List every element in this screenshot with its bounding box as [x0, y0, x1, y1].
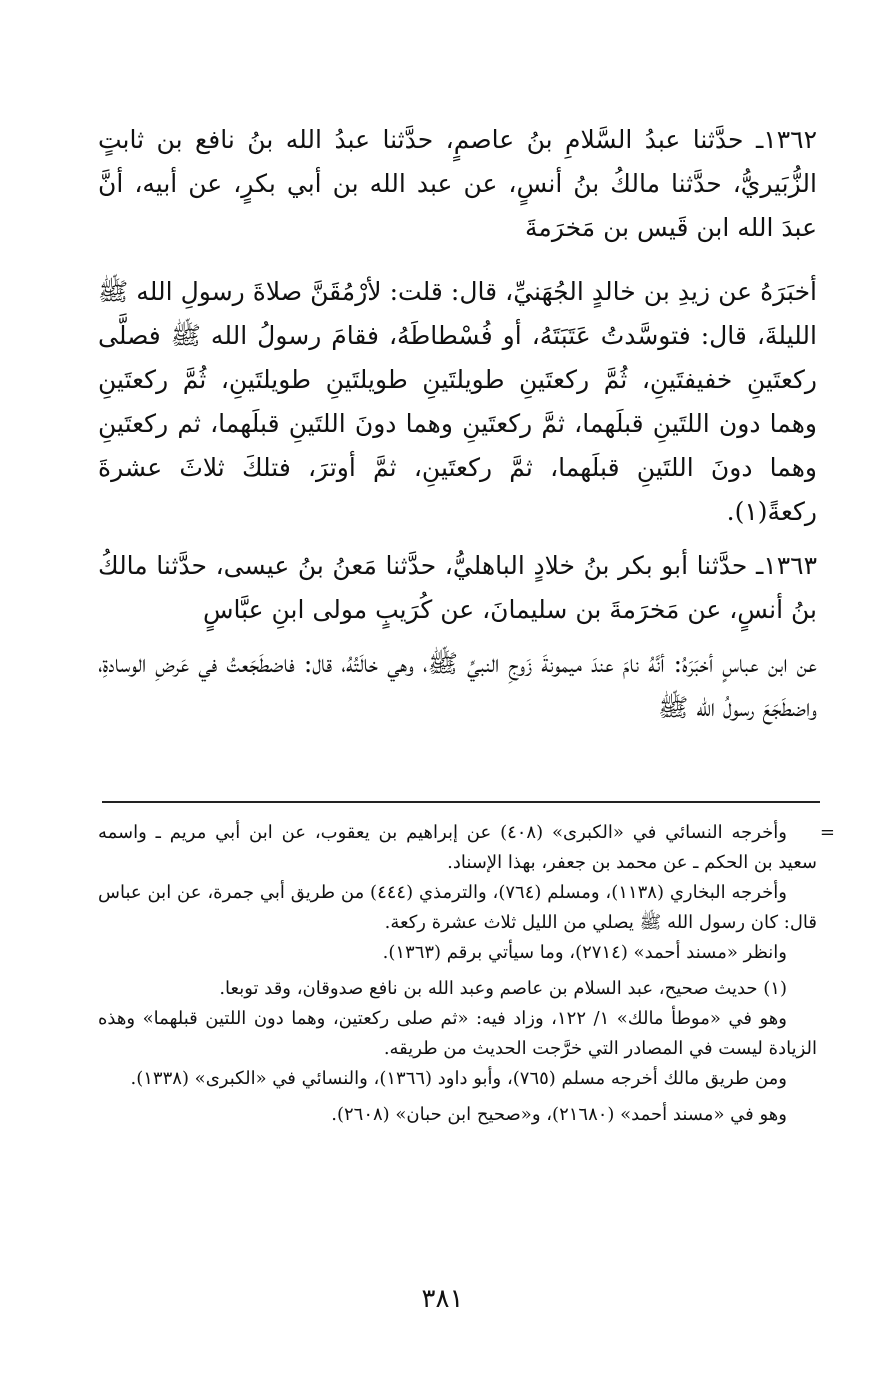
footnote-paragraph: وهو في «موطأ مالك» ١/ ١٢٢، وزاد فيه: «ثم صلى ركعتين، وهما دون اللتين قبلهما» وهذه الزيادة ليست في المصادر التي خرَّجت الحديث من طريقه. [98, 1008, 817, 1059]
footnote-paragraph: وأخرجه البخاري (١١٣٨)، ومسلم (٧٦٤)، والترمذي (٤٤٤) من طريق أبي جمرة، عن ابن عباس قال: كان رسول الله ﷺ يصلي من الليل ثلاث عشرة ركعة. [98, 882, 817, 933]
footnotes [98, 818, 835, 1130]
page-number: ٣٨١ [421, 1284, 464, 1314]
hadith-1362-isnad: ١٣٦٢ـ حدَّثنا عبدُ السَّلامِ بنُ عاصمٍ، حدَّثنا عبدُ الله بنُ نافع بن ثابتٍ الزُّبَيريُّ، حدَّثنا مالكُ بنُ أنسٍ، عن عبد الله بن أبي بكرٍ، عن أبيه، أنَّ عبدَ الله ابن قَيس بن مَخرَمةَ [98, 125, 817, 242]
hadith-1362-matn: أخبَرَهُ عن زيدِ بن خالدٍ الجُهَنيِّ، قال: قلت: لأرْمُقَنَّ صلاةَ رسولِ الله ﷺ الليلةَ، قال: فتوسَّدتُ عَتَبَتَهُ، أو فُسْطاطَهُ، فقامَ رسولُ الله ﷺ فصلَّى ركعتَينِ خفيفتَينِ، ثُمَّ ركعتَينِ طويلتَينِ طويلتَينِ طويلتَينِ، ثُمَّ ركعتَينِ وهما دون اللتَينِ قبلَهما، ثمَّ ركعتَينِ وهما دونَ اللتَينِ قبلَهما، ثم ركعتَينِ وهما دونَ اللتَينِ قبلَهما، ثمَّ ركعتَينِ، ثمَّ أوترَ، فتلكَ ثلاثَ عشرةَ ركعةً(١). [98, 277, 817, 526]
hadith-1363-isnad: ١٣٦٣ـ حدَّثنا أبو بكر بنُ خلادٍ الباهليُّ، حدَّثنا مَعنُ بنُ عيسى، حدَّثنا مالكُ بنُ أنسٍ، عن مَخرَمةَ بن سليمانَ، عن كُرَيبٍ مولى ابنِ عبَّاسٍ [98, 551, 817, 624]
footnote-paragraph: وهو في «مسند أحمد» (٢١٦٨٠)، و«صحيح ابن حبان» (٢٦٠٨). [331, 1104, 787, 1125]
main-text [98, 118, 817, 730]
footnote-text: وأخرجه النسائي في «الكبرى» (٤٠٨) عن إبراهيم بن يعقوب، عن ابن أبي مريم ـ واسمه سعيد بن الحكم ـ عن محمد بن جعفر، بهذا الإسناد. [98, 822, 817, 873]
continuation-mark: = [819, 822, 835, 843]
hadith-1363-matn: عن ابن عباسٍ أخبَرَهُ: أنَّهُ نامَ عندَ ميمونةَ زَوجِ النبيِّ ﷺ، وهي خالَتُهُ، قال: فاضطَجَعتُ في عَرضِ الوسادةِ، واضطَجَعَ رسولُ الله ﷺ [98, 649, 817, 722]
footnote-paragraph: ومن طريق مالك أخرجه مسلم (٧٦٥)، وأبو داود (١٣٦٦)، والنسائي في «الكبرى» (١٣٣٨). [130, 1068, 787, 1089]
footnote-1: (١) حديث صحيح، عبد السلام بن عاصم وعبد الله بن نافع صدوقان، وقد توبعا. [219, 978, 787, 999]
footnote-continuation [98, 818, 835, 878]
footnote-divider [102, 801, 820, 803]
footnote-paragraph: وانظر «مسند أحمد» (٢٧١٤)، وما سيأتي برقم (١٣٦٣). [382, 942, 787, 963]
